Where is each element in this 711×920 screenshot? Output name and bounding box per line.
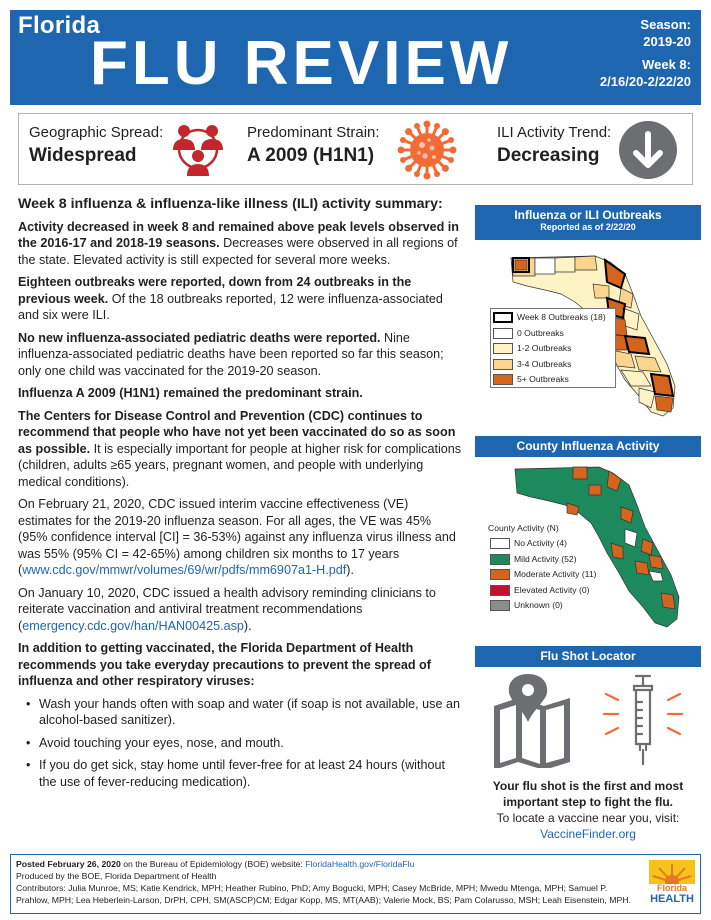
legend-item <box>491 311 615 327</box>
trend-label: ILI Activity Trend: <box>497 124 612 141</box>
season-info <box>600 16 691 90</box>
legend-swatch <box>493 328 513 339</box>
legend-label: Moderate Activity (11) <box>514 569 597 579</box>
strain-label: Predominant Strain: <box>247 124 380 141</box>
logo-florida: Florida <box>656 883 687 893</box>
legend-swatch <box>490 600 510 611</box>
down-arrow-circle-icon <box>618 120 678 180</box>
season-value: 2019-20 <box>643 34 691 49</box>
florida-health-logo <box>649 860 695 908</box>
outbreaks-subtitle: Reported as of 2/22/20 <box>540 222 636 232</box>
p3-lead: No new influenza-associated pediatric deaths were reported. <box>18 330 381 345</box>
posted-date: Posted February 26, 2020 <box>16 859 121 869</box>
legend-label: Unknown (0) <box>514 600 563 610</box>
activity-panel-header: County Influenza Activity <box>475 436 701 457</box>
trend-value: Decreasing <box>497 145 600 166</box>
p7-body: On January 10, 2020, CDC issued a health advisory reminding clinicians to reiterate vaccination and antiviral treatment recommendations ( <box>18 585 436 633</box>
p5-body: It is especially important for people at higher risk for complications (children, adults ≥65 years, pregnant women, and people with underlying medical conditions). <box>18 441 462 489</box>
p3-body: Nine influenza-associated pediatric deaths have been reported so far this season; only one child was vaccinated for the 2019-20 season. <box>18 330 444 378</box>
summary-paragraph <box>18 219 462 269</box>
logo-health: HEALTH <box>650 893 694 905</box>
legend-swatch <box>493 312 513 323</box>
week-label: Week 8: <box>642 57 691 72</box>
mmwr-link[interactable]: www.cdc.gov/mmwr/volumes/69/wr/pdfs/mm6907a1-H.pdf <box>22 563 347 577</box>
legend-item <box>491 342 615 358</box>
p6-body: On February 21, 2020, CDC issued interim vaccine effectiveness (VE) estimates for the 2019-20 influenza season. For all ages, the VE was 45% (95% confidence interval [CI] = 36-53%) against any influenza virus illness and was 55% (95% CI = 42-65%) among children six months to 17 years ( <box>18 497 456 577</box>
legend-item <box>488 537 608 553</box>
locator-text <box>475 778 701 842</box>
summary-paragraph <box>18 385 462 402</box>
list-item: • Avoid touching your eyes, nose, and mouth. <box>26 735 462 752</box>
summary-paragraph <box>18 496 462 579</box>
legend-swatch <box>490 569 510 580</box>
list-item: • Wash your hands often with soap and water (if soap is not available, use an alcohol-based sanitizer). <box>26 696 462 729</box>
produced-line: Produced by the BOE, Florida Department of Health <box>16 871 217 881</box>
p4-lead: Influenza A 2009 (H1N1) remained the predominant strain. <box>18 386 363 400</box>
locator-lead: Your flu shot is the first and most important step to fight the flu. <box>492 779 684 809</box>
precautions-list <box>26 696 462 791</box>
spread-label: Geographic Spread: <box>29 124 164 141</box>
people-network-icon <box>167 118 229 180</box>
legend-item <box>491 358 615 374</box>
list-item: • If you do get sick, stay home until fever-free for at least 24 hours (without the use of fever-reducing medication). <box>26 757 462 790</box>
virus-icon <box>395 118 459 182</box>
legend-swatch <box>490 585 510 596</box>
legend-label: Elevated Activity (0) <box>514 584 590 595</box>
p6-end: ). <box>346 563 354 577</box>
legend-swatch <box>490 538 510 549</box>
legend-swatch <box>493 359 513 370</box>
summary-paragraph <box>18 585 462 635</box>
folded-map-pin-icon <box>488 672 578 768</box>
legend-label: 3-4 Outbreaks <box>517 358 572 369</box>
legend-label: 1-2 Outbreaks <box>517 343 572 353</box>
outbreaks-panel-header <box>475 205 701 240</box>
legend-label: 0 Outbreaks <box>517 327 564 338</box>
legend-swatch <box>490 554 510 565</box>
locator-panel-header: Flu Shot Locator <box>475 646 701 667</box>
syringe-icon <box>596 674 690 766</box>
activity-legend <box>488 522 608 614</box>
outbreaks-legend <box>490 308 616 388</box>
contributors-line: Contributors: Julia Munroe, MS; Katie Kendrick, MPH; Heather Rubino, PhD; Amy Bogucki, MPH; Casey McBride, MPH; Mwedu Mtenga, MPH; Samuel P. Prahlow, MPH; Lea Heberlein-Larson, DrPH, CPH, SM(ASCP)CM; Edgar Kopp, MS, MT(AAB); Valerie Mock, BS; Pam Colarusso, MSH; Leah Eisenstein, MPH. <box>16 883 631 905</box>
han-link[interactable]: emergency.cdc.gov/han/HAN00425.asp <box>22 618 244 633</box>
legend-item <box>488 599 608 615</box>
legend-item <box>488 584 608 600</box>
key-indicators <box>18 113 693 185</box>
summary-paragraph <box>18 640 462 690</box>
summary-heading: Week 8 influenza & influenza-like illness (ILI) activity summary: <box>18 196 443 212</box>
p5-lead: The Centers for Disease Control and Prevention (CDC) continues to recommend that people who have not yet been vaccinated do so as soon as possible. <box>18 408 456 456</box>
posted-line <box>16 858 642 870</box>
p1-lead: Activity decreased in week 8 and remained above peak levels observed in the 2016-17 and 2018-19 seasons. <box>18 219 459 250</box>
summary-paragraph <box>18 408 462 491</box>
legend-label: 5+ Outbreaks <box>517 374 569 384</box>
week-dates: 2/16/20-2/22/20 <box>599 74 691 89</box>
masthead-title: FLU REVIEW <box>90 29 513 98</box>
season-label: Season: <box>640 17 691 32</box>
locator-instruction: To locate a vaccine near you, visit: <box>496 811 680 825</box>
legend-item <box>488 553 608 569</box>
p1-body: Decreases were observed in all regions of the state. Elevated activity is still expected for several more weeks. <box>18 236 458 267</box>
masthead-state: Florida <box>18 12 101 39</box>
footer <box>10 854 701 914</box>
p7-end: ). <box>243 618 252 633</box>
legend-swatch <box>493 374 513 385</box>
sun-icon <box>649 860 695 884</box>
p8-lead: In addition to getting vaccinated, the Florida Department of Health recommends you take everyday precautions to prevent the spread of influenza and other respiratory viruses: <box>18 641 431 688</box>
p2-lead: Eighteen outbreaks were reported, down from 24 outbreaks in the previous week. <box>18 275 412 306</box>
legend-item <box>488 568 608 584</box>
legend-label: Mild Activity (52) <box>514 553 577 564</box>
legend-swatch <box>493 343 513 354</box>
vaccine-finder-link[interactable]: VaccineFinder.org <box>540 827 636 841</box>
florida-flu-link[interactable]: FloridaHealth.gov/FloridaFlu <box>305 859 415 869</box>
masthead <box>10 10 701 105</box>
legend-label: No Activity (4) <box>514 538 568 548</box>
outbreaks-title: Influenza or ILI Outbreaks <box>514 208 662 222</box>
summary-paragraph <box>18 274 462 324</box>
legend-label: Week 8 Outbreaks (18) <box>517 312 606 322</box>
summary-paragraph <box>18 330 462 380</box>
posted-text: on the Bureau of Epidemiology (BOE) website: <box>120 859 306 869</box>
activity-summary <box>18 196 462 796</box>
legend-item <box>491 373 615 389</box>
legend-item <box>491 327 615 343</box>
strain-value: A 2009 (H1N1) <box>247 145 375 166</box>
spread-value: Widespread <box>29 145 137 166</box>
p2-body: Of the 18 outbreaks reported, 12 were influenza-associated and six were ILI. <box>18 291 443 322</box>
legend-title: County Activity (N) <box>488 523 559 533</box>
